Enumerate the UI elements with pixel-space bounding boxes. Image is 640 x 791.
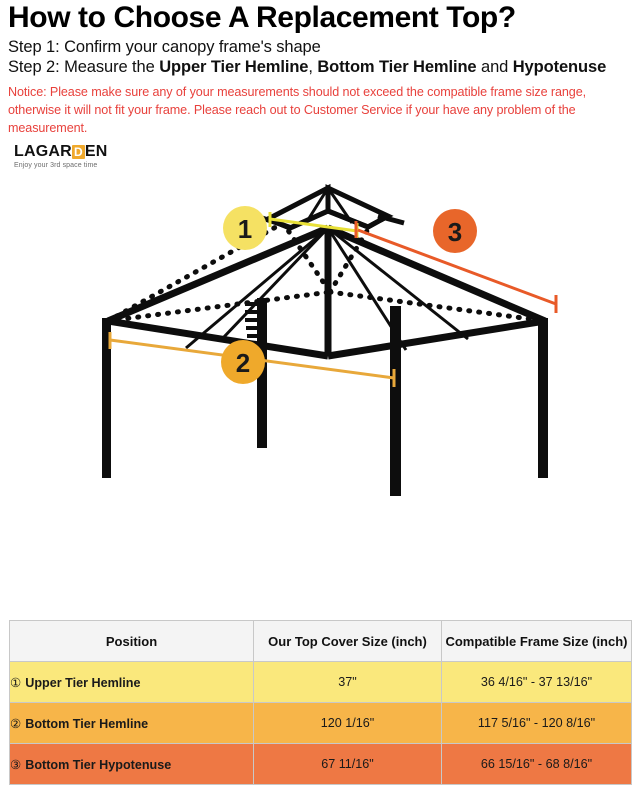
row-hypotenuse-position [10, 744, 254, 785]
row-hypotenuse-marker-icon: ③ [10, 757, 22, 772]
step-2-term-upper-tier-hemline: Upper Tier Hemline [159, 58, 309, 77]
step-1-text: Step 1: Confirm your canopy frame's shape [8, 37, 321, 56]
leg-front-right [390, 306, 401, 496]
size-comparison-table [9, 620, 632, 785]
row-bottom-our-size: 120 1/16" [254, 703, 442, 744]
logo-wordmark [14, 144, 108, 160]
table-header-row [10, 621, 632, 662]
badge-2-label: 2 [235, 348, 251, 378]
leg-right [538, 318, 548, 478]
column-header-compatible: Compatible Frame Size (inch) [442, 621, 632, 662]
logo-tagline: Enjoy your 3rd space time [14, 161, 98, 169]
step-2-prefix: Step 2: Measure the [8, 58, 160, 77]
step-2-term-hypotenuse: Hypotenuse [512, 58, 607, 77]
step-2-line [8, 57, 632, 78]
row-hypotenuse-compatible: 66 15/16" - 68 8/16" [442, 744, 632, 785]
column-header-our-size: Our Top Cover Size (inch) [254, 621, 442, 662]
badge-3 [433, 209, 477, 253]
badge-2 [221, 340, 265, 384]
column-header-position: Position [10, 621, 254, 662]
row-bottom-position-label: Bottom Tier Hemline [25, 716, 149, 731]
page-title: How to Choose A Replacement Top? [8, 1, 516, 34]
header-block [0, 0, 640, 172]
badge-3-label: 3 [447, 217, 463, 247]
row-upper-marker-icon: ① [10, 675, 22, 690]
row-upper-compatible: 36 4/16" - 37 13/16" [442, 662, 632, 703]
brand-logo [14, 144, 108, 169]
row-bottom-marker-icon: ② [10, 716, 22, 731]
badge-1 [223, 206, 267, 250]
row-hypotenuse-our-size: 67 11/16" [254, 744, 442, 785]
row-upper-our-size: 37" [254, 662, 442, 703]
table-row [10, 662, 632, 703]
row-upper-position-label: Upper Tier Hemline [25, 675, 141, 690]
row-bottom-position [10, 703, 254, 744]
logo-text-part-1: LAGAR [14, 142, 72, 160]
step-2-separator-2: and [476, 58, 513, 77]
logo-text-part-2: EN [84, 142, 108, 160]
bottom-tier-roof [108, 228, 545, 356]
gazebo-frame-measurement-diagram [0, 176, 640, 606]
step-2-term-bottom-tier-hemline: Bottom Tier Hemline [317, 58, 477, 77]
row-hypotenuse-position-label: Bottom Tier Hypotenuse [25, 757, 172, 772]
table-row [10, 703, 632, 744]
table-row [10, 744, 632, 785]
row-upper-position [10, 662, 254, 703]
notice-text: Notice: Please make sure any of your measurements should not exceed the compatible frame size range, otherwise it will not fit your frame. Please reach out to Customer Service if your have any problem of the measurement. [8, 84, 587, 136]
step-1-line [8, 37, 632, 58]
step-2-separator-1: , [308, 58, 318, 77]
row-bottom-compatible: 117 5/16" - 120 8/16" [442, 703, 632, 744]
badge-1-label: 1 [237, 214, 253, 244]
logo-d-mark-icon: D [72, 145, 85, 159]
